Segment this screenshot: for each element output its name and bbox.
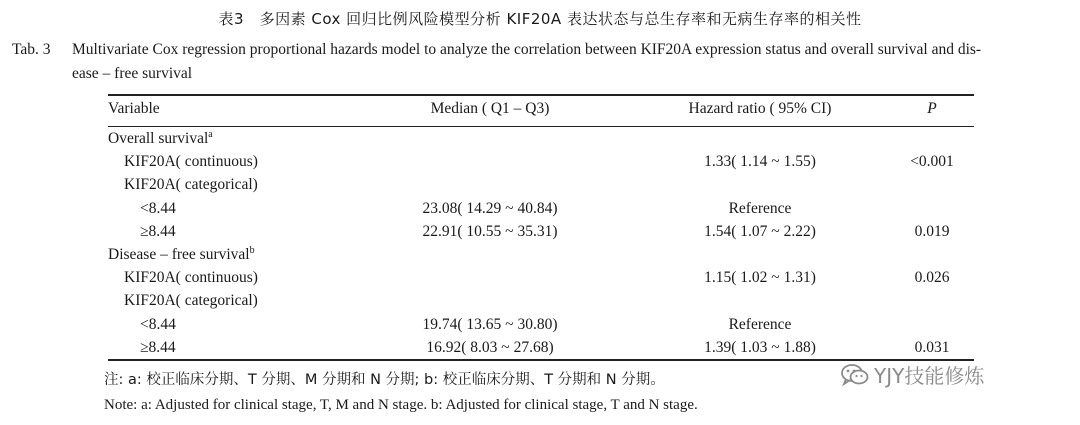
cell-variable-text: Overall survival <box>108 130 209 147</box>
footnote-chinese: 注: a: 校正临床分期、T 分期、M 分期和 N 分期; b: 校正临床分期、T 分期和 N 分期。 <box>104 372 665 388</box>
cell-variable <box>140 200 176 218</box>
table-header-rule <box>108 126 974 127</box>
cell-p-value: 0.031 <box>914 338 950 356</box>
cell-variable-text: Disease – free survival <box>108 246 250 263</box>
table-title-english-line2: ease – free survival <box>72 65 193 82</box>
table-title-chinese: 表3 多因素 Cox 回归比例风险模型分析 KIF20A 表达状态与总生存率和无病生存率的相关性 <box>218 10 862 28</box>
table-title-english-line1: Multivariate Cox regression proportional hazards model to analyze the correlation between KIF20A expression status and overall survival and dis- <box>72 41 982 58</box>
table-row <box>0 200 1080 224</box>
table-row <box>0 223 1080 247</box>
footnote-english: Note: a: Adjusted for clinical stage, T, M and N stage. b: Adjusted for clinical stage, T and N stage. <box>104 397 698 413</box>
wechat-icon <box>840 362 870 388</box>
cell-variable-text: <8.44 <box>140 199 176 217</box>
cell-hazard-ratio: Reference <box>728 315 792 333</box>
cell-variable-text: KIF20A( continuous) <box>124 153 258 171</box>
cell-variable <box>140 316 176 334</box>
watermark-text: YJY技能修炼 <box>874 364 985 388</box>
table-label: Tab. 3 <box>12 41 51 58</box>
cell-variable <box>124 153 258 171</box>
table-row <box>0 176 1080 200</box>
cell-hazard-ratio: 1.15( 1.02 ~ 1.31) <box>704 269 816 287</box>
footnote-marker: b <box>249 244 255 256</box>
cell-variable <box>140 223 176 241</box>
table-row <box>0 246 1080 270</box>
footnote-marker: a <box>208 128 213 140</box>
cell-variable-text: KIF20A( categorical) <box>124 292 258 310</box>
header-hazard-ratio: Hazard ratio ( 95% CI) <box>688 100 832 117</box>
cell-variable-text: <8.44 <box>140 315 176 333</box>
table-row <box>0 130 1080 154</box>
cell-variable <box>124 269 258 287</box>
cell-p-value: 0.019 <box>914 222 950 240</box>
header-p-value: P <box>927 100 937 117</box>
cell-variable-text: KIF20A( continuous) <box>124 269 258 287</box>
table-row <box>0 316 1080 340</box>
cell-median: 19.74( 13.65 ~ 30.80) <box>422 315 558 333</box>
cell-median: 22.91( 10.55 ~ 35.31) <box>422 222 558 240</box>
cell-variable <box>140 339 176 357</box>
cell-variable-text: ≥8.44 <box>140 338 176 356</box>
cell-p-value: <0.001 <box>910 153 954 171</box>
cell-variable <box>108 130 213 148</box>
cell-variable <box>124 292 258 310</box>
table-top-rule <box>108 94 974 96</box>
cell-variable-text: ≥8.44 <box>140 222 176 240</box>
cell-median: 23.08( 14.29 ~ 40.84) <box>422 199 558 217</box>
cell-variable <box>108 246 255 264</box>
header-variable: Variable <box>108 100 160 117</box>
cell-hazard-ratio: 1.54( 1.07 ~ 2.22) <box>704 222 816 240</box>
table-row <box>0 153 1080 177</box>
cell-hazard-ratio: Reference <box>728 199 792 217</box>
table-row <box>0 292 1080 316</box>
cell-p-value: 0.026 <box>914 269 950 287</box>
cell-variable-text: KIF20A( categorical) <box>124 176 258 194</box>
table-row <box>0 269 1080 293</box>
watermark <box>840 360 984 389</box>
cell-hazard-ratio: 1.39( 1.03 ~ 1.88) <box>704 338 816 356</box>
table-header-row <box>0 100 1080 124</box>
cell-hazard-ratio: 1.33( 1.14 ~ 1.55) <box>704 153 816 171</box>
header-median: Median ( Q1 – Q3) <box>430 100 550 117</box>
cell-variable <box>124 176 258 194</box>
cell-median: 16.92( 8.03 ~ 27.68) <box>426 338 554 356</box>
